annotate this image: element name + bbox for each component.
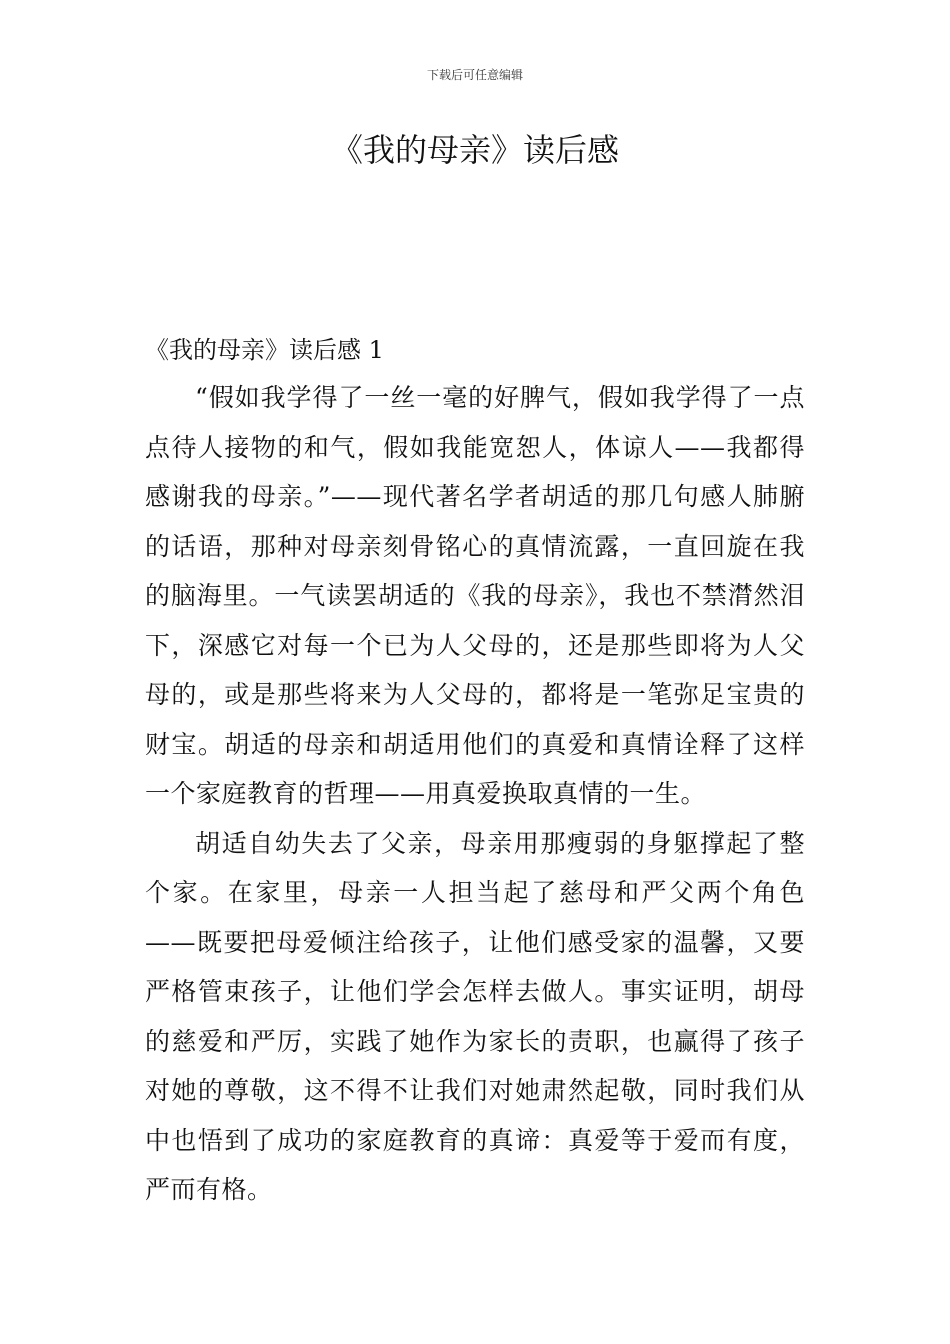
paragraph-1: “假如我学得了一丝一毫的好脾气，假如我学得了一点点待人接物的和气，假如我能宽恕人，体谅人——我都得感谢我的母亲。”——现代著名学者胡适的那几句感人肺腑的话语，那种对母亲刻骨铭心的真情流露，一直回旋在我的脑海里。一气读罢胡适的《我的母亲》，我也不禁潸然泪下，深感它对每一个已为人父母的，还是那些即将为人父母的，或是那些将来为人父母的，都将是一笔弥足宝贵的财宝。胡适的母亲和胡适用他们的真爱和真情诠释了这样一个家庭教育的哲理——用真爱换取真情的一生。: [145, 383, 805, 808]
document-title: 《我的母亲》读后感: [330, 131, 619, 169]
paragraph-2: 胡适自幼失去了父亲，母亲用那瘦弱的身躯撑起了整个家。在家里，母亲一人担当起了慈母和严父两个角色——既要把母爱倾注给孩子，让他们感受家的温馨，又要严格管束孩子，让他们学会怎样去做人。事实证明，胡母的慈爱和严厉，实践了她作为家长的责职，也赢得了孩子对她的尊敬，这不得不让我们对她肃然起敬，同时我们从中也悟到了成功的家庭教育的真谛：真爱等于爱而有度，严而有格。: [145, 828, 805, 1204]
header-note: 下载后可任意编辑: [426, 68, 523, 82]
section-title: 《我的母亲》读后感 1: [145, 336, 384, 364]
document-body: [145, 373, 805, 1215]
